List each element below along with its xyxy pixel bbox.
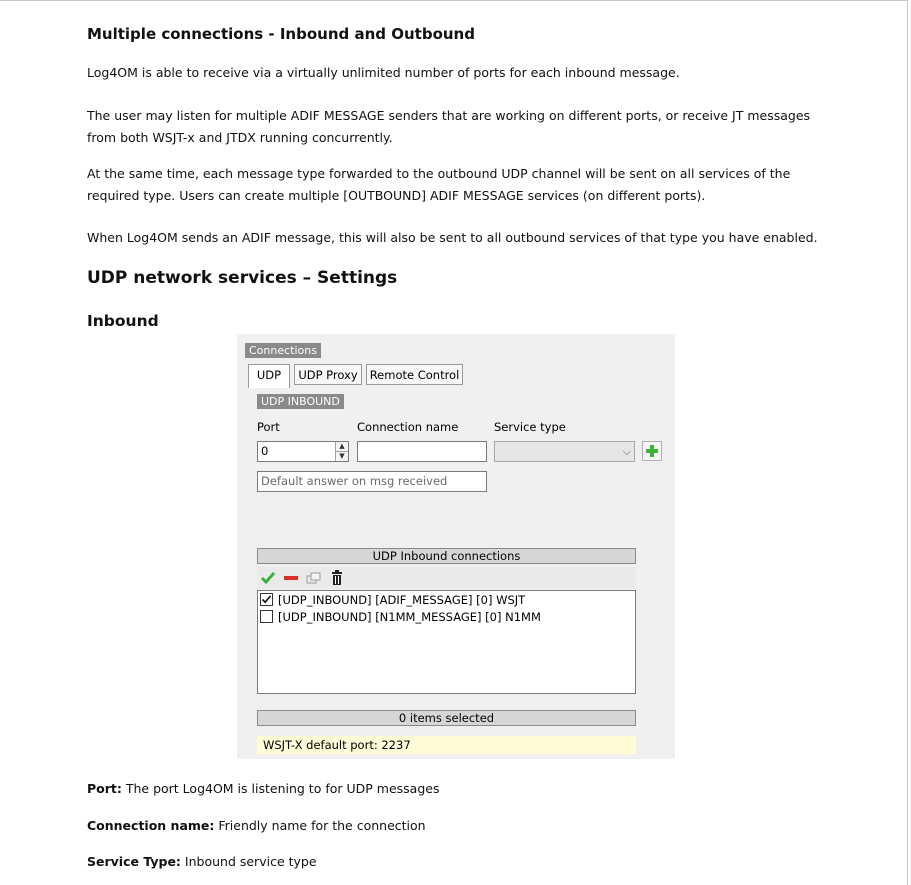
copy-icon[interactable] — [306, 570, 322, 586]
definition-service-type — [87, 851, 317, 873]
check-icon[interactable] — [260, 570, 276, 586]
definition-connection-name — [87, 815, 426, 837]
tab-udp-proxy[interactable]: UDP Proxy — [294, 364, 362, 385]
trash-icon[interactable] — [329, 570, 345, 586]
definition-term: Connection name: — [87, 818, 215, 833]
add-connection-button[interactable] — [642, 441, 662, 461]
paragraph-2-line-1: The user may listen for multiple ADIF MESSAGE senders that are working on different ports, or receive JT messages — [87, 108, 811, 123]
connections-group-label: Connections — [245, 343, 321, 358]
definition-term: Service Type: — [87, 854, 181, 869]
connections-list-header: UDP Inbound connections — [257, 548, 636, 564]
connection-checkbox-unchecked[interactable] — [260, 610, 273, 623]
list-item[interactable] — [260, 592, 525, 608]
connection-checkbox-checked[interactable] — [260, 593, 273, 606]
selection-status-bar: 0 items selected — [257, 710, 636, 726]
tab-remote-control[interactable]: Remote Control — [366, 364, 463, 385]
heading-udp-settings: UDP network services – Settings — [87, 268, 398, 288]
default-answer-input[interactable]: Default answer on msg received — [257, 471, 487, 492]
udp-inbound-section-label: UDP INBOUND — [257, 394, 344, 409]
definition-desc: Friendly name for the connection — [214, 818, 426, 833]
paragraph-3-line-1: At the same time, each message type forwarded to the outbound UDP channel will be sent on all services of the — [87, 166, 791, 181]
paragraph-1: Log4OM is able to receive via a virtually unlimited number of ports for each inbound message. — [87, 65, 680, 80]
connection-name-input[interactable] — [357, 441, 487, 462]
connection-name-label: Connection name — [357, 420, 459, 434]
tab-udp[interactable]: UDP — [248, 364, 290, 388]
connection-label: [UDP_INBOUND] [N1MM_MESSAGE] [0] N1MM — [278, 610, 541, 624]
checkmark-icon — [261, 594, 272, 605]
add-icon — [645, 444, 659, 458]
port-stepper[interactable] — [257, 441, 349, 462]
spin-down-icon[interactable]: ▼ — [339, 452, 345, 460]
connections-dialog — [237, 334, 675, 759]
paragraph-4: When Log4OM sends an ADIF message, this will also be sent to all outbound services of that type you have enabled. — [87, 230, 818, 245]
connections-list[interactable] — [257, 590, 636, 694]
definition-term: Port: — [87, 781, 122, 796]
service-type-select[interactable] — [494, 441, 635, 462]
connection-label: [UDP_INBOUND] [ADIF_MESSAGE] [0] WSJT — [278, 593, 526, 607]
chevron-down-icon: ⌵ — [622, 445, 631, 458]
heading-multiple-connections: Multiple connections - Inbound and Outbound — [87, 25, 475, 43]
heading-inbound: Inbound — [87, 312, 159, 330]
port-spin-buttons[interactable] — [335, 442, 348, 461]
remove-icon[interactable] — [283, 570, 299, 586]
port-label: Port — [257, 420, 280, 434]
paragraph-3-line-2: required type. Users can create multiple [OUTBOUND] ADIF MESSAGE services (on different ports). — [87, 188, 706, 203]
definition-port — [87, 778, 439, 800]
definition-desc: The port Log4OM is listening to for UDP messages — [121, 781, 440, 796]
list-item[interactable] — [260, 609, 541, 625]
paragraph-2-line-2: from both WSJT-x and JTDX running concurrently. — [87, 130, 393, 145]
default-port-hint: WSJT-X default port: 2237 — [257, 736, 636, 754]
spin-up-icon[interactable]: ▲ — [336, 442, 348, 452]
connections-toolbar — [257, 567, 636, 589]
service-type-label: Service type — [494, 420, 566, 434]
definition-desc: Inbound service type — [180, 854, 317, 869]
port-value: 0 — [261, 444, 269, 458]
